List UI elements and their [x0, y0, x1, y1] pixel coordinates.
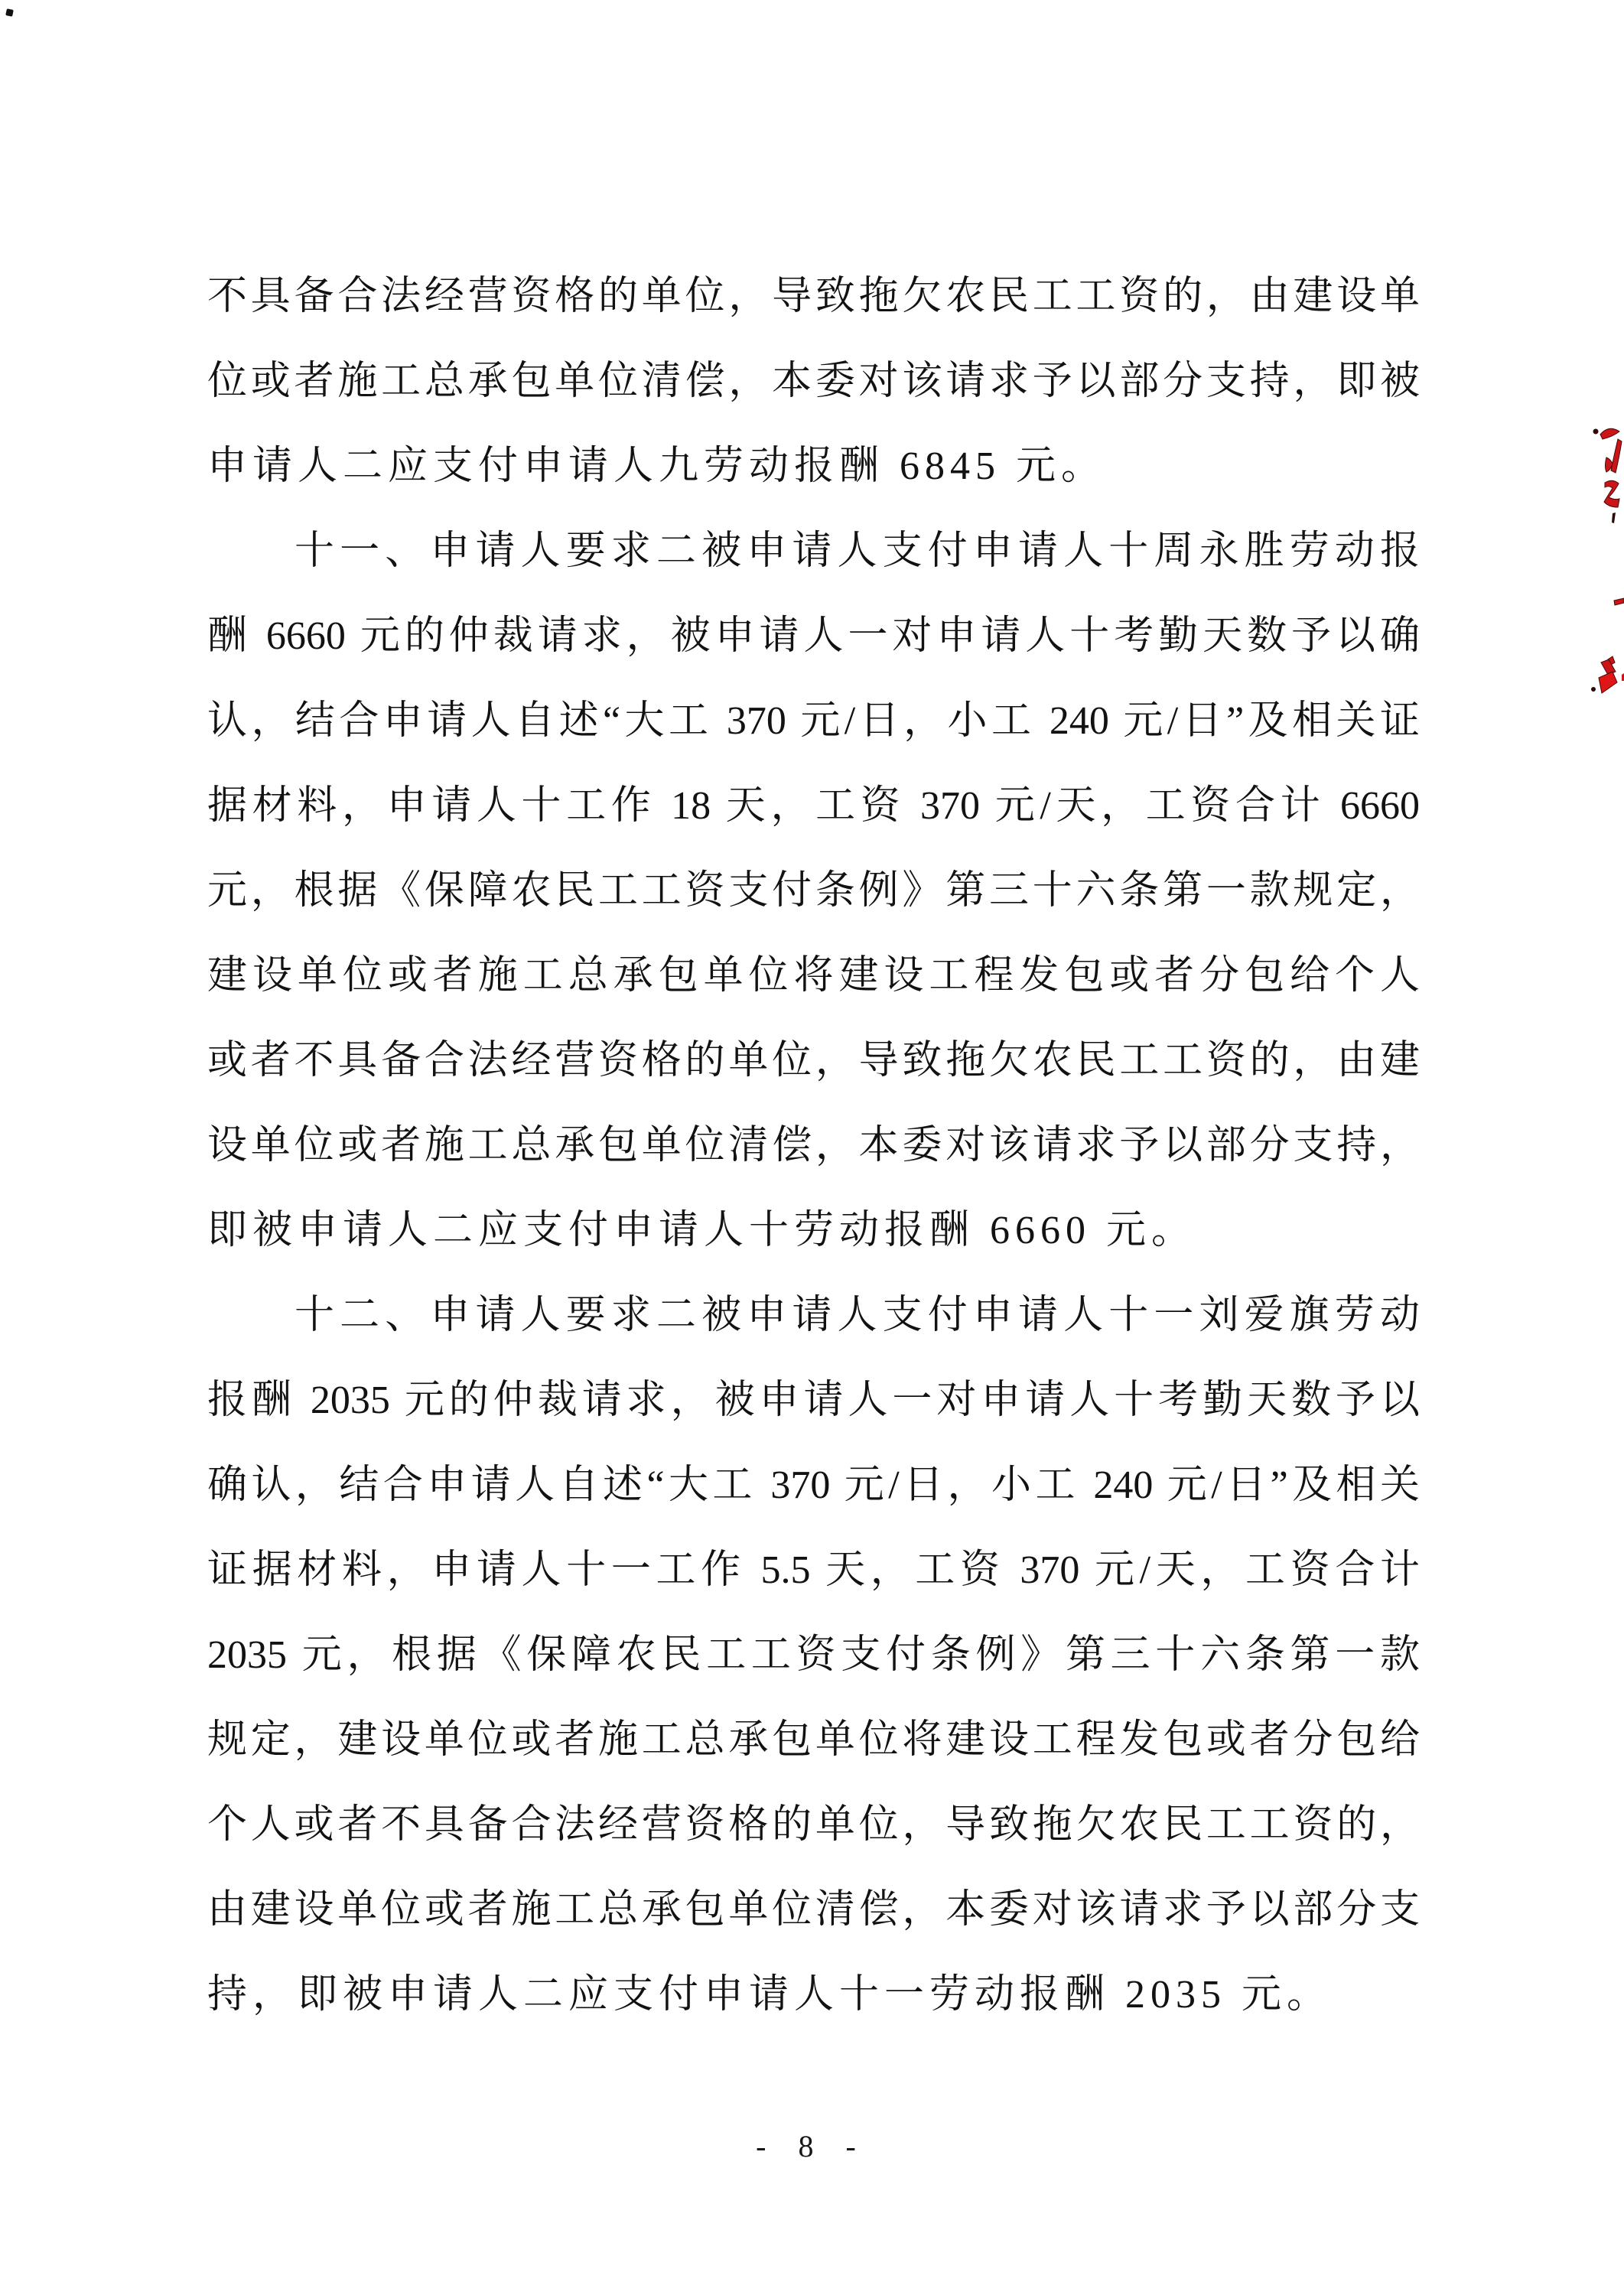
text-line: 十一、申请人要求二被申请人支付申请人十周永胜劳动报 [295, 529, 1420, 573]
text-line: 认，结合申请人自述“大工 370 元/日，小工 240 元/日”及相关证 [207, 699, 1420, 743]
text-line: 位或者施工总承包单位清偿，本委对该请求予以部分支持，即被 [207, 360, 1420, 403]
text-line: 确认，结合申请人自述“大工 370 元/日，小工 240 元/日”及相关 [207, 1463, 1420, 1507]
red-ink-marks [1583, 413, 1624, 704]
text-line: 据材料，申请人十工作 18 天，工资 370 元/天，工资合计 6660 [207, 784, 1420, 828]
text-line: 元，根据《保障农民工工资支付条例》第三十六条第一款规定， [207, 869, 1420, 913]
scan-dot-artifact [5, 8, 14, 17]
text-line: 个人或者不具备合法经营资格的单位，导致拖欠农民工工资的， [207, 1803, 1420, 1847]
text-line: 证据材料，申请人十一工作 5.5 天，工资 370 元/天，工资合计 [207, 1548, 1420, 1592]
text-line: 十二、申请人要求二被申请人支付申请人十一刘爱旗劳动 [295, 1294, 1420, 1337]
text-line: 申请人二应支付申请人九劳动报酬 6845 元。 [207, 444, 1107, 488]
text-line: 由建设单位或者施工总承包单位清偿，本委对该请求予以部分支 [207, 1888, 1420, 1932]
text-line: 酬 6660 元的仲裁请求，被申请人一对申请人十考勤天数予以确 [207, 614, 1420, 658]
text-line: 或者不具备合法经营资格的单位，导致拖欠农民工工资的，由建 [207, 1039, 1420, 1082]
text-line: 2035 元，根据《保障农民工工资支付条例》第三十六条第一款 [207, 1633, 1420, 1677]
text-line: 即被申请人二应支付申请人十劳动报酬 6660 元。 [207, 1209, 1197, 1252]
text-line: 规定，建设单位或者施工总承包单位将建设工程发包或者分包给 [207, 1718, 1420, 1762]
page-number: - 8 - [756, 2129, 868, 2163]
text-line: 设单位或者施工总承包单位清偿，本委对该请求予以部分支持， [207, 1124, 1420, 1167]
text-line: 报酬 2035 元的仲裁请求，被申请人一对申请人十考勤天数予以 [207, 1379, 1420, 1422]
document-lines [207, 254, 1420, 2037]
text-line: 建设单位或者施工总承包单位将建设工程发包或者分包给个人 [207, 954, 1420, 998]
text-line: 不具备合法经营资格的单位，导致拖欠农民工工资的，由建设单 [207, 275, 1420, 318]
text-line: 持，即被申请人二应支付申请人十一劳动报酬 2035 元。 [207, 1973, 1333, 2017]
